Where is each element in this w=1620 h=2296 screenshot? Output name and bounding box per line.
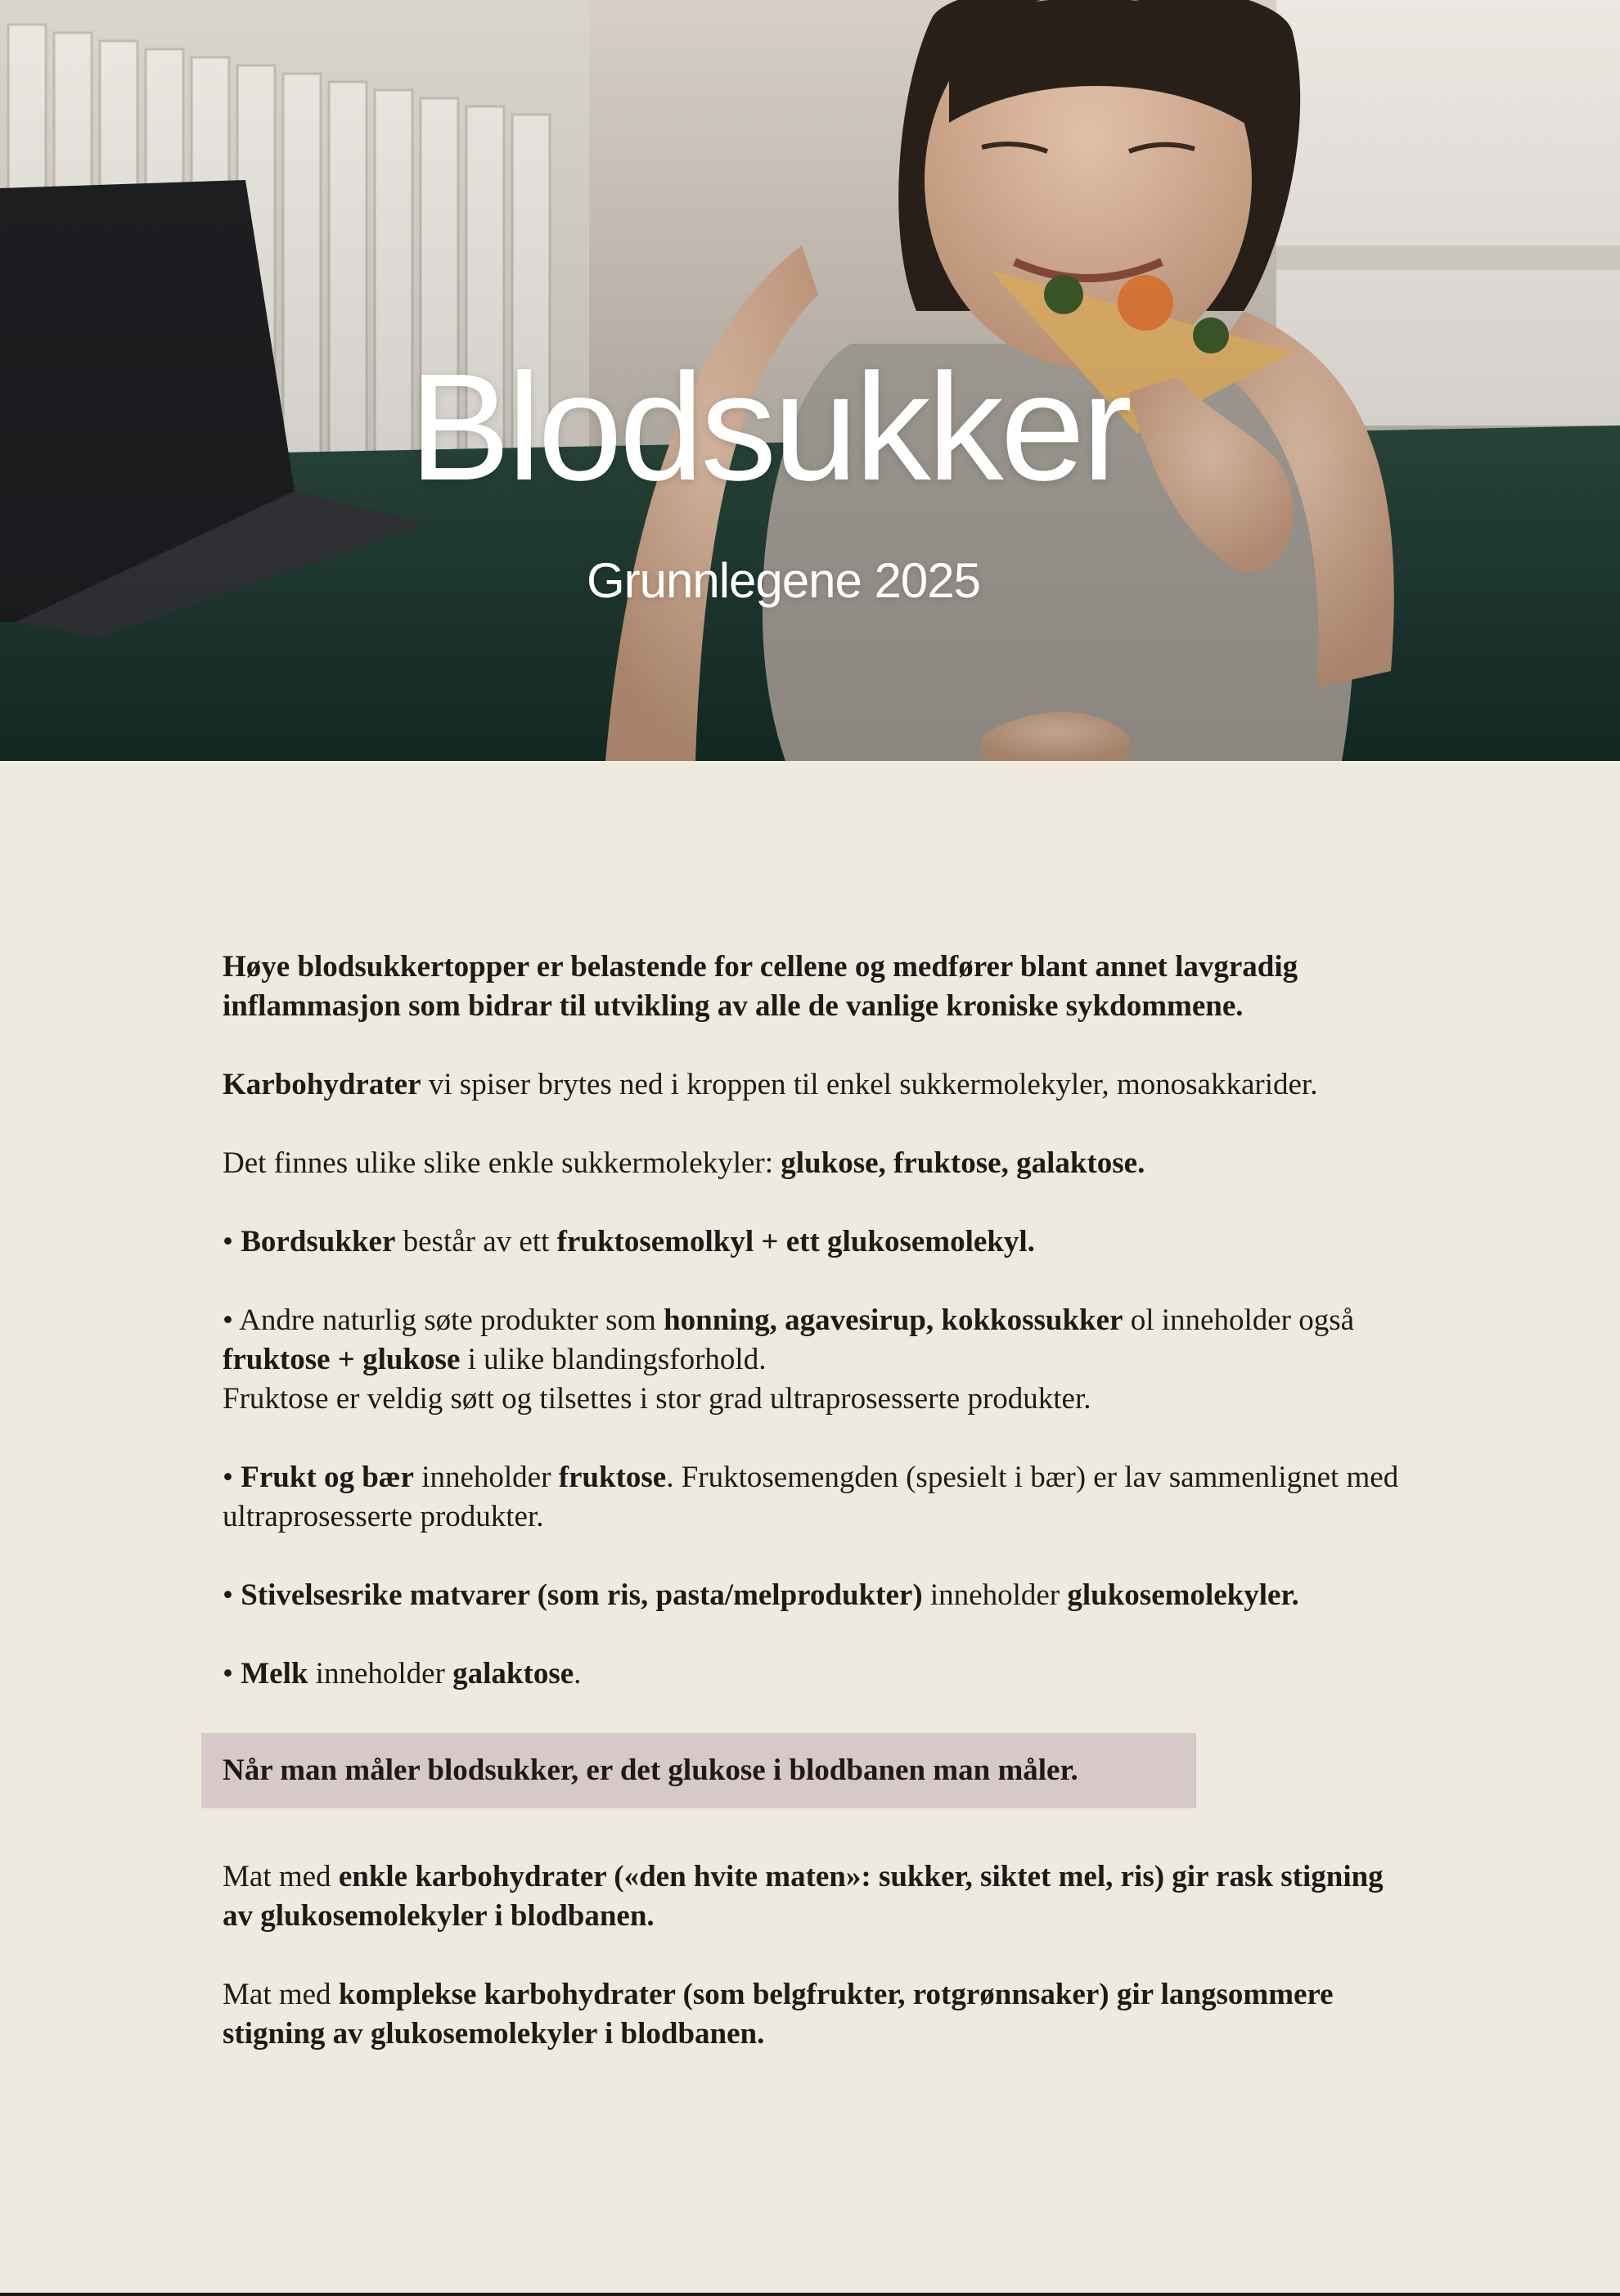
intro-paragraph: Høye blodsukkertopper er belastende for cellene og medfører blant annet lavgradig inflammasjon som bidrar til utvikling av alle de vanlige kroniske sykdommene.: [223, 950, 1298, 1023]
sugar-types-paragraph: Det finnes ulike slike enkle sukkermolekyler: glukose, fruktose, galaktose.: [223, 1146, 1145, 1180]
bullet-bordsukker: • Bordsukker består av ett fruktosemolkyl + ett glukosemolekyl.: [223, 1225, 1035, 1258]
bullet-stivelsesrike: • Stivelsesrike matvarer (som ris, pasta/melprodukter) inneholder glukosemolekyler.: [223, 1578, 1299, 1612]
bullet-frukt-og-baer: • Frukt og bær inneholder fruktose. Fruktosemengden (spesielt i bær) er lav sammenlignet med ultraprosesserte produkter.: [223, 1461, 1399, 1533]
callout-box: Når man måler blodsukker, er det glukose i blodbanen man måler.: [201, 1733, 1196, 1808]
page-subtitle: Grunnlegene 2025: [586, 553, 981, 608]
bullet-melk: • Melk inneholder galaktose.: [223, 1657, 582, 1690]
hero-banner: [0, 0, 1620, 761]
page-title: Blodsukker: [408, 343, 1130, 512]
simple-carbs-paragraph: Mat med enkle karbohydrater («den hvite maten»: sukker, siktet mel, ris) gir rask stigning av glukosemolekyler i blodbanen.: [223, 1860, 1384, 1933]
bottom-divider: [0, 2293, 1620, 2296]
bullet-naturlig-sote: • Andre naturlig søte produkter som honning, agavesirup, kokkossukker ol inneholder også fruktose + glukose i ulike blandingsforhold. Fruktose er veldig søtt og tilsettes i stor grad ultraprosesserte produkter.: [223, 1303, 1355, 1416]
carbs-paragraph: Karbohydrater vi spiser brytes ned i kroppen til enkel sukkermolekyler, monosakkarider.: [223, 1068, 1318, 1101]
article-body: [223, 948, 1417, 2093]
complex-carbs-paragraph: Mat med komplekse karbohydrater (som belgfrukter, rotgrønnsaker) gir langsommere stigning av glukosemolekyler i blodbanen.: [223, 1978, 1334, 2051]
